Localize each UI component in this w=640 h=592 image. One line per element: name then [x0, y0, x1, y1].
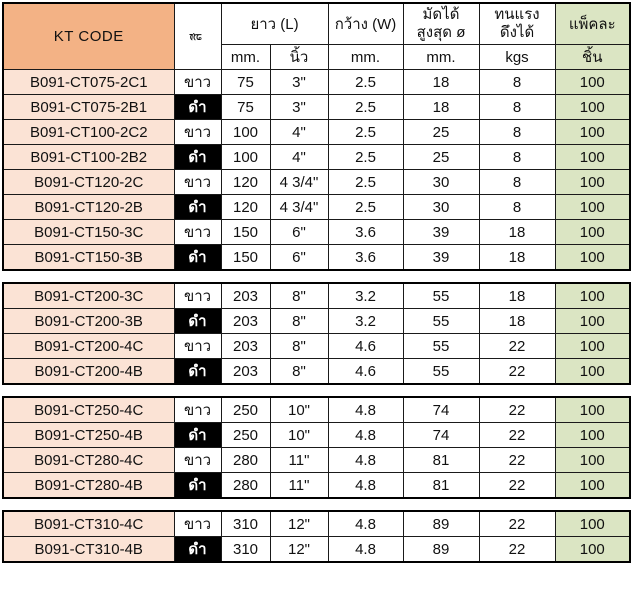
width-cell: 4.8 [328, 473, 403, 499]
max-bundle-cell: 30 [403, 195, 479, 220]
kt-code-cell: B091-CT280-4C [3, 448, 174, 473]
kt-code-cell: B091-CT200-3C [3, 283, 174, 309]
max-bundle-cell: 89 [403, 537, 479, 563]
kt-code-cell: B091-CT250-4C [3, 397, 174, 423]
length-inch-cell: 10" [270, 423, 328, 448]
color-cell: ดำ [174, 473, 221, 499]
length-inch-cell: 4" [270, 120, 328, 145]
pack-cell: 100 [555, 511, 630, 537]
width-cell: 2.5 [328, 120, 403, 145]
tensile-cell: 18 [479, 220, 555, 245]
max-bundle-cell: 25 [403, 120, 479, 145]
kt-code-cell: B091-CT310-4C [3, 511, 174, 537]
length-mm-cell: 75 [221, 95, 270, 120]
tensile-cell: 8 [479, 120, 555, 145]
tensile-cell: 22 [479, 448, 555, 473]
table-row [3, 120, 630, 145]
spec-table-block-2 [2, 282, 631, 385]
kt-code-cell: B091-CT075-2B1 [3, 95, 174, 120]
table-row [3, 70, 630, 95]
length-inch-cell: 12" [270, 537, 328, 563]
max-bundle-cell: 55 [403, 334, 479, 359]
width-cell: 4.6 [328, 359, 403, 385]
color-cell: ดำ [174, 359, 221, 385]
length-inch-cell: 6" [270, 245, 328, 271]
pack-header: แพ็คละ [555, 3, 630, 45]
color-cell: ขาว [174, 397, 221, 423]
width-cell: 4.8 [328, 448, 403, 473]
max-bundle-cell: 39 [403, 245, 479, 271]
length-header: ยาว (L) [221, 3, 328, 45]
spec-sheet [2, 2, 630, 574]
width-cell: 3.2 [328, 309, 403, 334]
tensile-cell: 8 [479, 145, 555, 170]
pack-cell: 100 [555, 448, 630, 473]
color-header [174, 3, 221, 70]
header-row-main [3, 3, 630, 45]
table-row [3, 511, 630, 537]
tensile-cell: 22 [479, 334, 555, 359]
tensile-header-line1: ทนแรง [494, 6, 540, 23]
length-mm-cell: 120 [221, 195, 270, 220]
table-row [3, 245, 630, 271]
table-row [3, 283, 630, 309]
kt-code-cell: B091-CT120-2C [3, 170, 174, 195]
max-bundle-cell: 18 [403, 70, 479, 95]
tensile-header-line2: ดึงได้ [499, 24, 535, 41]
tensile-cell: 22 [479, 473, 555, 499]
width-cell: 2.5 [328, 170, 403, 195]
width-cell: 3.2 [328, 283, 403, 309]
length-inch-cell: 4 3/4" [270, 195, 328, 220]
pack-cell: 100 [555, 245, 630, 271]
table-row [3, 423, 630, 448]
length-inch-cell: 3" [270, 70, 328, 95]
max-bundle-cell: 18 [403, 95, 479, 120]
length-inch-cell: 8" [270, 283, 328, 309]
pack-cell: 100 [555, 309, 630, 334]
kt-code-cell: B091-CT150-3B [3, 245, 174, 271]
max-bundle-header [403, 3, 479, 45]
length-inch-cell: 4" [270, 145, 328, 170]
max-bundle-cell: 74 [403, 423, 479, 448]
tensile-cell: 8 [479, 170, 555, 195]
max-bundle-cell: 81 [403, 473, 479, 499]
length-inch-cell: 6" [270, 220, 328, 245]
pack-cell: 100 [555, 170, 630, 195]
color-cell: ดำ [174, 537, 221, 563]
color-cell: ขาว [174, 70, 221, 95]
length-mm-cell: 310 [221, 511, 270, 537]
color-cell: ขาว [174, 511, 221, 537]
width-cell: 3.6 [328, 220, 403, 245]
pack-cell: 100 [555, 473, 630, 499]
kt-code-header: KT CODE [3, 3, 174, 70]
pack-cell: 100 [555, 423, 630, 448]
max-bundle-cell: 81 [403, 448, 479, 473]
width-cell: 4.8 [328, 537, 403, 563]
length-inch-cell: 4 3/4" [270, 170, 328, 195]
table-row [3, 334, 630, 359]
kt-code-cell: B091-CT100-2C2 [3, 120, 174, 145]
width-cell: 2.5 [328, 145, 403, 170]
color-header-label: สี [188, 32, 205, 41]
length-inch-unit: นิ้ว [270, 45, 328, 70]
tensile-cell: 18 [479, 283, 555, 309]
length-mm-cell: 203 [221, 283, 270, 309]
width-cell: 4.6 [328, 334, 403, 359]
pack-cell: 100 [555, 195, 630, 220]
max-bundle-cell: 30 [403, 170, 479, 195]
max-bundle-header-line2: สูงสุด ø [416, 24, 466, 41]
length-inch-cell: 12" [270, 511, 328, 537]
color-cell: ดำ [174, 245, 221, 271]
width-header: กว้าง (W) [328, 3, 403, 45]
max-bundle-cell: 89 [403, 511, 479, 537]
width-cell: 4.8 [328, 511, 403, 537]
table-row [3, 448, 630, 473]
width-cell: 4.8 [328, 423, 403, 448]
max-bundle-cell: 39 [403, 220, 479, 245]
table-row [3, 170, 630, 195]
pack-cell: 100 [555, 283, 630, 309]
table-row [3, 145, 630, 170]
table-row [3, 537, 630, 563]
kt-code-cell: B091-CT150-3C [3, 220, 174, 245]
length-mm-cell: 250 [221, 397, 270, 423]
width-cell: 2.5 [328, 195, 403, 220]
pack-cell: 100 [555, 334, 630, 359]
kt-code-cell: B091-CT075-2C1 [3, 70, 174, 95]
pack-pcs-unit: ชิ้น [555, 45, 630, 70]
max-bundle-cell: 55 [403, 359, 479, 385]
tensile-cell: 22 [479, 397, 555, 423]
table-row [3, 309, 630, 334]
length-inch-cell: 11" [270, 473, 328, 499]
color-cell: ขาว [174, 334, 221, 359]
width-cell: 2.5 [328, 70, 403, 95]
width-cell: 4.8 [328, 397, 403, 423]
color-cell: ดำ [174, 309, 221, 334]
tensile-header [479, 3, 555, 45]
length-mm-cell: 203 [221, 309, 270, 334]
table-row [3, 195, 630, 220]
tensile-cell: 8 [479, 195, 555, 220]
max-bundle-cell: 74 [403, 397, 479, 423]
length-mm-cell: 310 [221, 537, 270, 563]
width-mm-unit: mm. [328, 45, 403, 70]
tensile-kgs-unit: kgs [479, 45, 555, 70]
tensile-cell: 18 [479, 309, 555, 334]
bundle-mm-unit: mm. [403, 45, 479, 70]
kt-code-cell: B091-CT280-4B [3, 473, 174, 499]
tensile-cell: 22 [479, 511, 555, 537]
pack-cell: 100 [555, 220, 630, 245]
tensile-cell: 22 [479, 537, 555, 563]
tensile-cell: 18 [479, 245, 555, 271]
color-cell: ขาว [174, 448, 221, 473]
kt-code-cell: B091-CT120-2B [3, 195, 174, 220]
color-cell: ขาว [174, 120, 221, 145]
length-mm-cell: 100 [221, 145, 270, 170]
color-cell: ขาว [174, 283, 221, 309]
kt-code-cell: B091-CT200-4C [3, 334, 174, 359]
table-row [3, 397, 630, 423]
length-inch-cell: 11" [270, 448, 328, 473]
spec-table-block-1 [2, 2, 631, 271]
length-mm-cell: 120 [221, 170, 270, 195]
color-cell: ขาว [174, 170, 221, 195]
length-mm-cell: 100 [221, 120, 270, 145]
color-cell: ดำ [174, 145, 221, 170]
length-mm-cell: 280 [221, 473, 270, 499]
length-inch-cell: 8" [270, 334, 328, 359]
width-cell: 2.5 [328, 95, 403, 120]
pack-cell: 100 [555, 145, 630, 170]
pack-cell: 100 [555, 120, 630, 145]
pack-cell: 100 [555, 95, 630, 120]
spec-table-block-4 [2, 510, 631, 563]
length-mm-cell: 150 [221, 220, 270, 245]
color-cell: ดำ [174, 95, 221, 120]
kt-code-cell: B091-CT310-4B [3, 537, 174, 563]
pack-cell: 100 [555, 397, 630, 423]
length-mm-cell: 75 [221, 70, 270, 95]
length-mm-cell: 280 [221, 448, 270, 473]
table-row [3, 220, 630, 245]
kt-code-cell: B091-CT200-4B [3, 359, 174, 385]
color-cell: ดำ [174, 423, 221, 448]
color-cell: ขาว [174, 220, 221, 245]
table-row [3, 473, 630, 499]
kt-code-cell: B091-CT200-3B [3, 309, 174, 334]
length-inch-cell: 8" [270, 359, 328, 385]
tensile-cell: 22 [479, 359, 555, 385]
pack-cell: 100 [555, 359, 630, 385]
length-mm-cell: 150 [221, 245, 270, 271]
width-cell: 3.6 [328, 245, 403, 271]
length-inch-cell: 3" [270, 95, 328, 120]
length-inch-cell: 10" [270, 397, 328, 423]
pack-cell: 100 [555, 70, 630, 95]
length-mm-unit: mm. [221, 45, 270, 70]
table-row [3, 95, 630, 120]
spec-table-block-3 [2, 396, 631, 499]
table-row [3, 359, 630, 385]
tensile-cell: 22 [479, 423, 555, 448]
tensile-cell: 8 [479, 70, 555, 95]
length-mm-cell: 250 [221, 423, 270, 448]
max-bundle-cell: 55 [403, 283, 479, 309]
kt-code-cell: B091-CT100-2B2 [3, 145, 174, 170]
length-inch-cell: 8" [270, 309, 328, 334]
length-mm-cell: 203 [221, 359, 270, 385]
color-cell: ดำ [174, 195, 221, 220]
max-bundle-header-line1: มัดได้ [422, 6, 460, 23]
max-bundle-cell: 25 [403, 145, 479, 170]
length-mm-cell: 203 [221, 334, 270, 359]
tensile-cell: 8 [479, 95, 555, 120]
pack-cell: 100 [555, 537, 630, 563]
kt-code-cell: B091-CT250-4B [3, 423, 174, 448]
max-bundle-cell: 55 [403, 309, 479, 334]
